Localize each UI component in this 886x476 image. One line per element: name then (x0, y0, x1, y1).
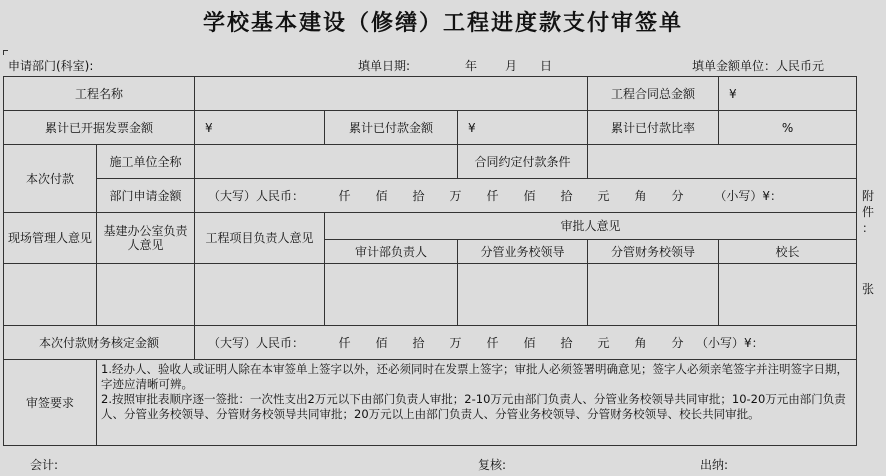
approval-form-table (3, 76, 857, 446)
unit-yuan-b: 元 (597, 335, 610, 350)
date-label: 填单日期: (358, 59, 411, 73)
contract-total-label: 工程合同总金额 (588, 77, 719, 111)
unit-shi-2b: 拾 (560, 335, 573, 350)
unit-bai: 佰 (375, 188, 388, 203)
verified-amount-field[interactable] (195, 326, 857, 360)
paid-ratio-label: 累计已付款比率 (588, 111, 719, 145)
row-contractor (4, 145, 857, 179)
row-opinion-fields (4, 264, 857, 326)
principal-opinion-field[interactable] (719, 264, 857, 326)
contractor-field[interactable] (195, 145, 458, 179)
unit-shi-b: 拾 (412, 335, 425, 350)
date-year: 年 (465, 59, 478, 73)
dept-label: 申请部门(科室): (8, 59, 94, 73)
contractor-label: 施工单位全称 (97, 145, 195, 179)
unit-fen-b: 分 (671, 335, 684, 350)
unit-qian: 仟 (338, 188, 351, 203)
capital-prefix: （大写）人民币： (208, 188, 305, 203)
attachment-sheets: 张 (862, 282, 875, 296)
requirements-text (97, 360, 857, 446)
lower-case-label-2: （小写）¥： (696, 335, 764, 350)
unit-qian-2: 仟 (486, 188, 499, 203)
audit-head-label: 审计部负责人 (325, 240, 458, 264)
principal-label: 校长 (719, 240, 857, 264)
requirement-2: 2.按照审批表顺序逐一签批：一次性支出2万元以下由部门负责人审批；2-10万元由部门负责人、分管业务校领导共同审批；10-20万元由部门负责人、分管业务校领导、分管财务校领导共同审批；20万元以上由部门负责人、分管业务校领导、分管财务校领导、校长共同审批。 (101, 392, 846, 421)
contract-total-field[interactable]: ¥ (719, 77, 857, 111)
attachment-char-2: 件 (862, 205, 875, 219)
unit-shi-2: 拾 (560, 188, 573, 203)
project-name-label: 工程名称 (4, 77, 195, 111)
lower-case-label: （小写）¥： (714, 188, 783, 203)
attachment-char-1: 附 (862, 189, 875, 203)
paid-ratio-field[interactable]: % (719, 111, 857, 145)
office-head-opinion-field[interactable] (97, 264, 195, 326)
capital-prefix-2: （大写）人民币： (208, 335, 305, 350)
this-payment-label: 本次付款 (4, 145, 97, 213)
dept-request-amount-field[interactable] (195, 179, 857, 213)
site-manager-label: 现场管理人意见 (4, 213, 97, 264)
unit-qian-2b: 仟 (486, 335, 499, 350)
date-day: 日 (540, 59, 553, 73)
project-name-field[interactable] (195, 77, 588, 111)
unit-wan-b: 万 (449, 335, 462, 350)
row-cumulative (4, 111, 857, 145)
finance-leader-label: 分管财务校领导 (588, 240, 719, 264)
date-month: 月 (505, 59, 518, 73)
business-leader-opinion-field[interactable] (458, 264, 588, 326)
accountant-label: 会计: (30, 458, 59, 472)
unit-bai-2b: 佰 (523, 335, 536, 350)
row-dept-request (4, 179, 857, 213)
office-head-label: 基建办公室负责人意见 (97, 213, 195, 264)
unit-bai-2: 佰 (523, 188, 536, 203)
project-head-label: 工程项目负责人意见 (195, 213, 325, 264)
row-requirements (4, 360, 857, 446)
verified-amount-label: 本次付款财务核定金额 (4, 326, 195, 360)
site-manager-opinion-field[interactable] (4, 264, 97, 326)
invoiced-label: 累计已开据发票金额 (4, 111, 195, 145)
amount-unit-label: 填单金额单位：人民币元 (692, 59, 825, 73)
requirements-label: 审签要求 (4, 360, 97, 446)
invoiced-field[interactable]: ¥ (195, 111, 325, 145)
unit-qian-b: 仟 (338, 335, 351, 350)
unit-jiao-b: 角 (634, 335, 647, 350)
project-head-opinion-field[interactable] (195, 264, 325, 326)
contract-terms-field[interactable] (588, 145, 857, 179)
unit-bai-b: 佰 (375, 335, 388, 350)
unit-fen: 分 (671, 188, 684, 203)
finance-leader-opinion-field[interactable] (588, 264, 719, 326)
form-title: 学校基本建设（修缮）工程进度款支付审签单 (202, 11, 683, 36)
corner-mark (3, 50, 8, 55)
approver-opinion-label: 审批人意见 (325, 213, 857, 240)
business-leader-label: 分管业务校领导 (458, 240, 588, 264)
reviewer-label: 复核: (478, 458, 507, 472)
audit-head-opinion-field[interactable] (325, 264, 458, 326)
unit-jiao: 角 (634, 188, 647, 203)
row-verified-amount (4, 326, 857, 360)
cashier-label: 出纳: (700, 458, 729, 472)
requirement-1: 1.经办人、验收人或证明人除在本审签单上签字以外，还必须同时在发票上签字；审批人必须签署明确意见；签字人必须亲笔签字并注明签字日期，字迹应清晰可辨。 (101, 362, 848, 391)
contract-terms-label: 合同约定付款条件 (458, 145, 588, 179)
dept-request-label: 部门申请金额 (97, 179, 195, 213)
paid-field[interactable]: ¥ (458, 111, 588, 145)
row-project-name (4, 77, 857, 111)
unit-shi: 拾 (412, 188, 425, 203)
unit-wan: 万 (449, 188, 462, 203)
paid-label: 累计已付款金额 (325, 111, 458, 145)
unit-yuan: 元 (597, 188, 610, 203)
row-opinions-header (4, 213, 857, 240)
attachment-char-3: ： (862, 221, 875, 235)
